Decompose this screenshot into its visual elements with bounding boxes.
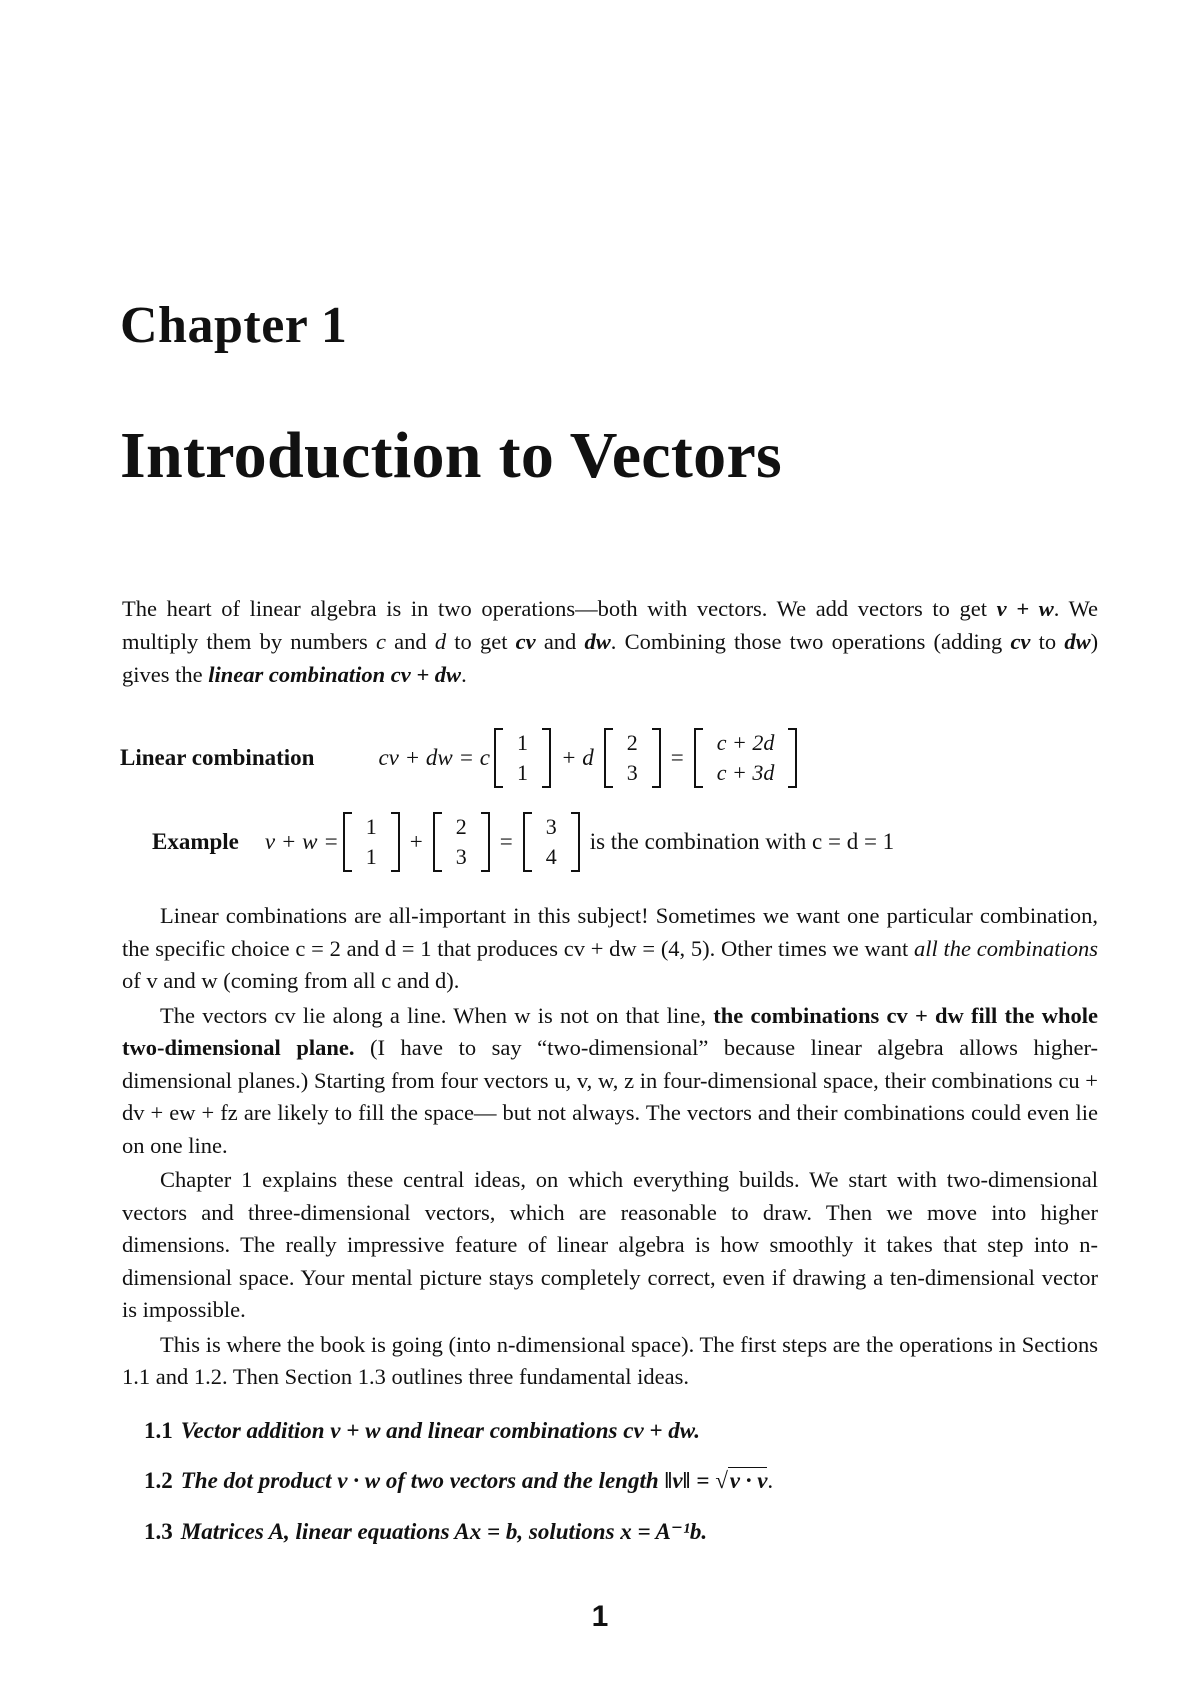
vector-w: 2 3	[604, 728, 661, 788]
example-vector-w: 2 3	[433, 812, 490, 872]
example-result: 3 4	[523, 812, 580, 872]
paragraph-4: This is where the book is going (into n-dimensional space). The first steps are the operations in Sections 1.1 and 1.2. Then Section 1.3 outlines three fundamental ideas.	[122, 1331, 1098, 1389]
section-1-2: 1.2 The dot product v · w of two vectors and the length ‖v‖ = √v · v.	[144, 1468, 774, 1493]
equation-label: Linear combination	[120, 745, 315, 770]
chapter-label: Chapter 1	[120, 297, 348, 354]
equation-lhs: cv + dw = c	[378, 745, 490, 770]
example-equation: Example v + w = 1 1 + 2 3 = 3 4 is the combination with c = d = 1	[152, 812, 894, 872]
linear-combination-equation: Linear combination cv + dw = c 1 1 + d 2 3 = c + 2d c + 3d	[120, 728, 801, 788]
chapter-title: Introduction to Vectors	[120, 419, 783, 492]
example-label: Example	[152, 829, 239, 854]
body-text	[122, 900, 1098, 1396]
section-1-3: 1.3 Matrices A, linear equations Ax = b, solutions x = A⁻¹b.	[144, 1519, 708, 1544]
intro-paragraph: The heart of linear algebra is in two operations—both with vectors. We add vectors to get v + w. We multiply them by numbers c and d to get cv and dw. Combining those two operations (adding cv to dw) gives the linear combination cv + dw.	[122, 596, 1099, 687]
paragraph-2: The vectors cv lie along a line. When w is not on that line, the combinations cv + dw fill the whole two-dimensional plane. (I have to say “two-dimensional” because linear algebra allows higher-dimensional planes.) Starting from four vectors u, v, w, z in four-dimensional space, their combinations cu + dv + ew + fz are likely to fill the space— but not always. The vectors and their combinations could even lie on one line.	[122, 1002, 1099, 1158]
result-vector: c + 2d c + 3d	[694, 728, 798, 788]
vector-v: 1 1	[494, 728, 551, 788]
example-vector-v: 1 1	[343, 812, 400, 872]
section-1-1: 1.1 Vector addition v + w and linear combinations cv + dw.	[144, 1418, 701, 1443]
paragraph-3: Chapter 1 explains these central ideas, on which everything builds. We start with two-dimensional vectors and three-dimensional vectors, which are reasonable to draw. Then we move into higher dimensions. The really impressive feature of linear algebra is how smoothly it takes that step into n-dimensional space. Your mental picture stays completely correct, even if drawing a ten-dimensional vector is impossible.	[122, 1167, 1098, 1322]
page-number: 1	[591, 1600, 609, 1633]
paragraph-1: Linear combinations are all-important in this subject! Sometimes we want one particular combination, the specific choice c = 2 and d = 1 that produces cv + dw = (4, 5). Other times we want all the combinations of v and w (coming from all c and d).	[122, 903, 1098, 993]
